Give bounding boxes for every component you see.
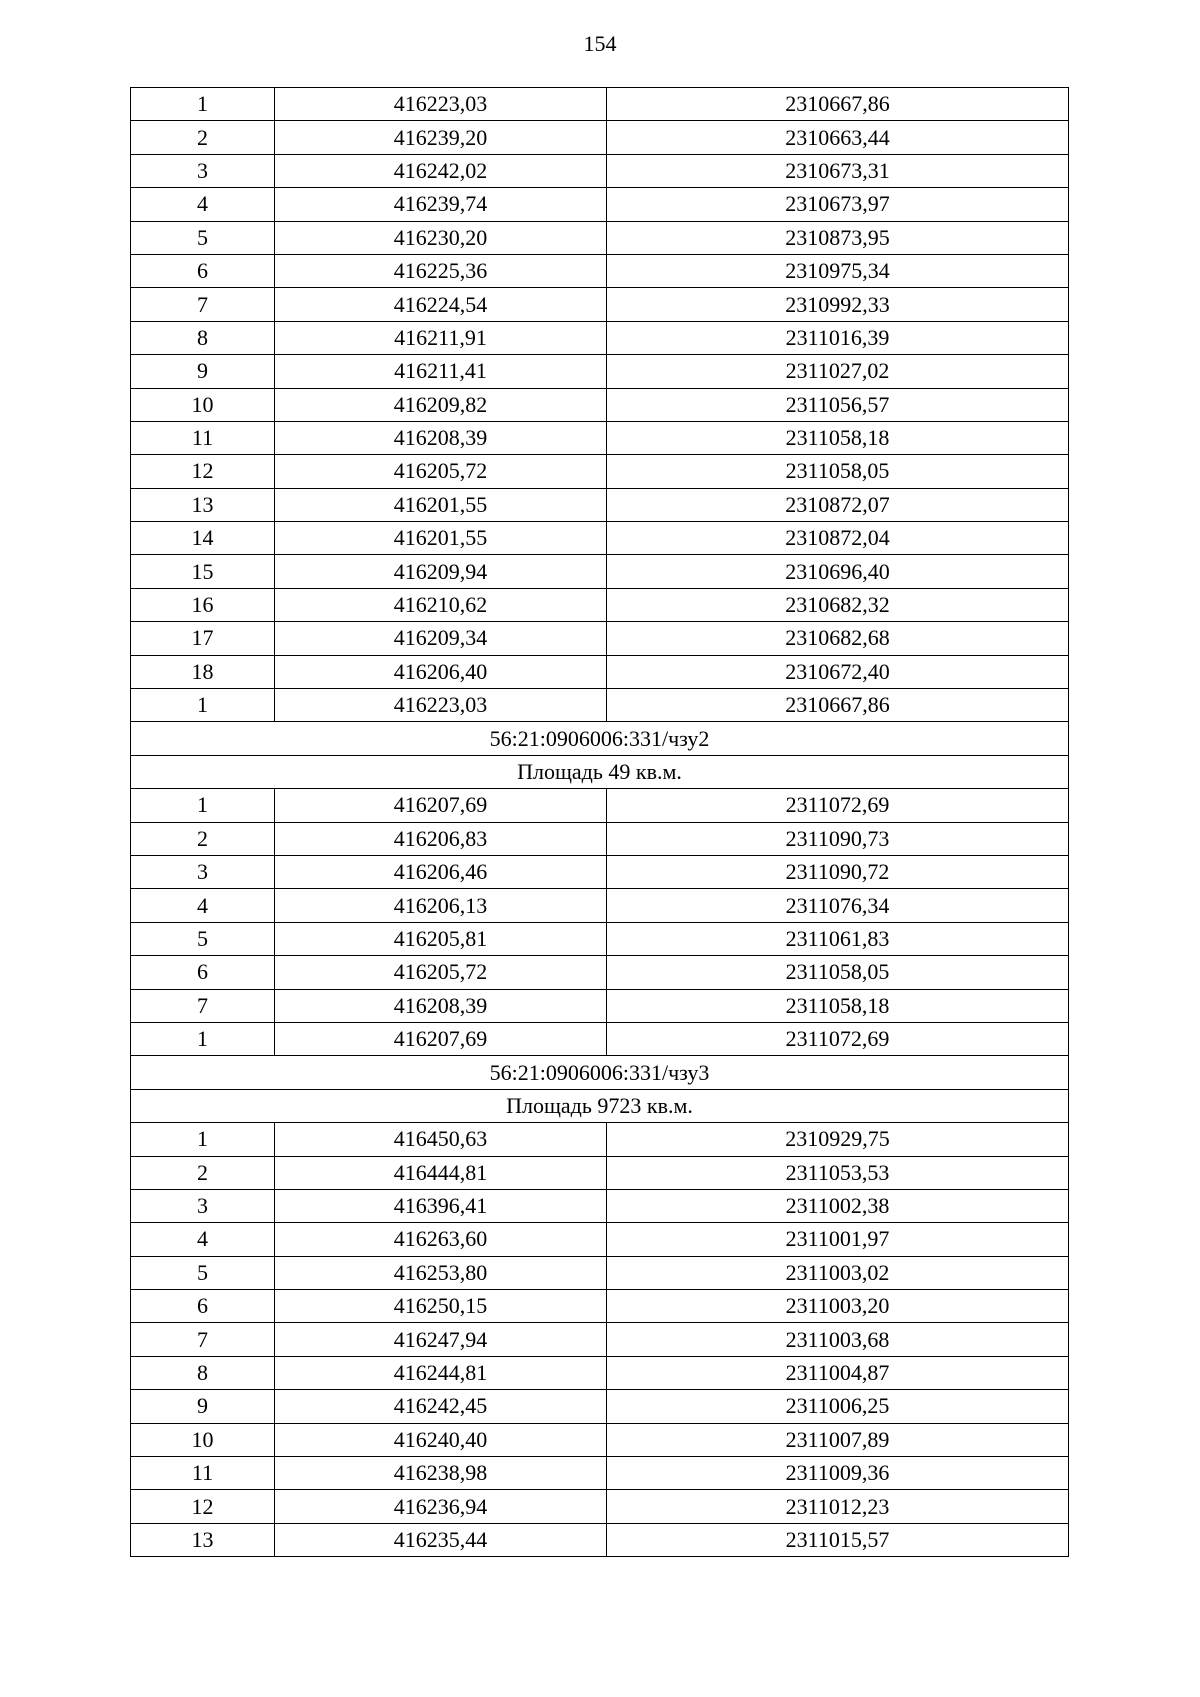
table-row (131, 855, 1069, 888)
y-coordinate-cell: 2310872,04 (607, 522, 1069, 555)
y-coordinate-cell: 2311053,53 (607, 1156, 1069, 1189)
x-coordinate-cell: 416444,81 (275, 1156, 607, 1189)
x-coordinate-cell: 416205,72 (275, 956, 607, 989)
point-number-cell: 4 (131, 1223, 275, 1256)
table-row (131, 1356, 1069, 1389)
x-coordinate-cell: 416206,83 (275, 822, 607, 855)
point-number-cell: 12 (131, 455, 275, 488)
table-row (131, 689, 1069, 722)
table-row (131, 956, 1069, 989)
table-row (131, 121, 1069, 154)
y-coordinate-cell: 2310929,75 (607, 1123, 1069, 1156)
y-coordinate-cell: 2311058,05 (607, 455, 1069, 488)
table-row (131, 1290, 1069, 1323)
y-coordinate-cell: 2311027,02 (607, 355, 1069, 388)
point-number-cell: 5 (131, 922, 275, 955)
point-number-cell: 6 (131, 254, 275, 287)
x-coordinate-cell: 416205,81 (275, 922, 607, 955)
y-coordinate-cell: 2311061,83 (607, 922, 1069, 955)
table-row (131, 555, 1069, 588)
point-number-cell: 12 (131, 1490, 275, 1523)
point-number-cell: 9 (131, 1390, 275, 1423)
y-coordinate-cell: 2311016,39 (607, 321, 1069, 354)
x-coordinate-cell: 416207,69 (275, 789, 607, 822)
point-number-cell: 18 (131, 655, 275, 688)
x-coordinate-cell: 416450,63 (275, 1123, 607, 1156)
point-number-cell: 5 (131, 1256, 275, 1289)
table-row (131, 1022, 1069, 1055)
point-number-cell: 6 (131, 1290, 275, 1323)
section-title: 56:21:0906006:331/чзу2 (131, 722, 1069, 755)
point-number-cell: 1 (131, 789, 275, 822)
y-coordinate-cell: 2311006,25 (607, 1390, 1069, 1423)
point-number-cell: 8 (131, 1356, 275, 1389)
point-number-cell: 7 (131, 288, 275, 321)
table-row (131, 1523, 1069, 1556)
x-coordinate-cell: 416225,36 (275, 254, 607, 287)
x-coordinate-cell: 416201,55 (275, 488, 607, 521)
x-coordinate-cell: 416209,82 (275, 388, 607, 421)
table-row (131, 1156, 1069, 1189)
y-coordinate-cell: 2310667,86 (607, 88, 1069, 121)
point-number-cell: 11 (131, 421, 275, 454)
x-coordinate-cell: 416239,74 (275, 188, 607, 221)
table-row (131, 822, 1069, 855)
y-coordinate-cell: 2311002,38 (607, 1189, 1069, 1222)
point-number-cell: 13 (131, 488, 275, 521)
point-number-cell: 1 (131, 1022, 275, 1055)
table-row (131, 1457, 1069, 1490)
table-row (131, 254, 1069, 287)
x-coordinate-cell: 416211,41 (275, 355, 607, 388)
y-coordinate-cell: 2310682,32 (607, 588, 1069, 621)
table-row (131, 388, 1069, 421)
point-number-cell: 11 (131, 1457, 275, 1490)
x-coordinate-cell: 416247,94 (275, 1323, 607, 1356)
x-coordinate-cell: 416209,34 (275, 622, 607, 655)
table-row (131, 421, 1069, 454)
table-row (131, 588, 1069, 621)
y-coordinate-cell: 2310667,86 (607, 689, 1069, 722)
x-coordinate-cell: 416205,72 (275, 455, 607, 488)
point-number-cell: 3 (131, 154, 275, 187)
table-row (131, 989, 1069, 1022)
point-number-cell: 4 (131, 889, 275, 922)
y-coordinate-cell: 2311007,89 (607, 1423, 1069, 1456)
x-coordinate-cell: 416253,80 (275, 1256, 607, 1289)
table-row (131, 789, 1069, 822)
point-number-cell: 13 (131, 1523, 275, 1556)
y-coordinate-cell: 2310673,31 (607, 154, 1069, 187)
y-coordinate-cell: 2310873,95 (607, 221, 1069, 254)
section-title-row (131, 1056, 1069, 1089)
x-coordinate-cell: 416207,69 (275, 1022, 607, 1055)
x-coordinate-cell: 416239,20 (275, 121, 607, 154)
table-row (131, 655, 1069, 688)
y-coordinate-cell: 2310872,07 (607, 488, 1069, 521)
x-coordinate-cell: 416211,91 (275, 321, 607, 354)
x-coordinate-cell: 416223,03 (275, 689, 607, 722)
x-coordinate-cell: 416208,39 (275, 989, 607, 1022)
x-coordinate-cell: 416209,94 (275, 555, 607, 588)
y-coordinate-cell: 2311015,57 (607, 1523, 1069, 1556)
y-coordinate-cell: 2311072,69 (607, 1022, 1069, 1055)
x-coordinate-cell: 416206,46 (275, 855, 607, 888)
y-coordinate-cell: 2311058,18 (607, 989, 1069, 1022)
table-row (131, 154, 1069, 187)
point-number-cell: 10 (131, 388, 275, 421)
section-area-row (131, 755, 1069, 788)
y-coordinate-cell: 2311076,34 (607, 889, 1069, 922)
x-coordinate-cell: 416206,13 (275, 889, 607, 922)
y-coordinate-cell: 2310696,40 (607, 555, 1069, 588)
y-coordinate-cell: 2310673,97 (607, 188, 1069, 221)
x-coordinate-cell: 416224,54 (275, 288, 607, 321)
y-coordinate-cell: 2310663,44 (607, 121, 1069, 154)
point-number-cell: 1 (131, 88, 275, 121)
y-coordinate-cell: 2311090,72 (607, 855, 1069, 888)
table-row (131, 1223, 1069, 1256)
x-coordinate-cell: 416250,15 (275, 1290, 607, 1323)
point-number-cell: 15 (131, 555, 275, 588)
table-row (131, 88, 1069, 121)
x-coordinate-cell: 416201,55 (275, 522, 607, 555)
x-coordinate-cell: 416396,41 (275, 1189, 607, 1222)
table-row (131, 889, 1069, 922)
section-area-row (131, 1089, 1069, 1122)
section-title: 56:21:0906006:331/чзу3 (131, 1056, 1069, 1089)
point-number-cell: 5 (131, 221, 275, 254)
table-row (131, 1256, 1069, 1289)
y-coordinate-cell: 2310992,33 (607, 288, 1069, 321)
x-coordinate-cell: 416208,39 (275, 421, 607, 454)
y-coordinate-cell: 2311003,02 (607, 1256, 1069, 1289)
page-number: 154 (583, 31, 617, 56)
point-number-cell: 2 (131, 1156, 275, 1189)
x-coordinate-cell: 416263,60 (275, 1223, 607, 1256)
point-number-cell: 3 (131, 855, 275, 888)
coordinates-table-body (131, 88, 1069, 1557)
table-row (131, 321, 1069, 354)
y-coordinate-cell: 2311009,36 (607, 1457, 1069, 1490)
section-title-row (131, 722, 1069, 755)
table-row (131, 1123, 1069, 1156)
x-coordinate-cell: 416244,81 (275, 1356, 607, 1389)
table-row (131, 1390, 1069, 1423)
point-number-cell: 1 (131, 689, 275, 722)
x-coordinate-cell: 416240,40 (275, 1423, 607, 1456)
x-coordinate-cell: 416236,94 (275, 1490, 607, 1523)
point-number-cell: 8 (131, 321, 275, 354)
x-coordinate-cell: 416242,45 (275, 1390, 607, 1423)
table-row (131, 522, 1069, 555)
y-coordinate-cell: 2311003,20 (607, 1290, 1069, 1323)
y-coordinate-cell: 2311090,73 (607, 822, 1069, 855)
y-coordinate-cell: 2311012,23 (607, 1490, 1069, 1523)
x-coordinate-cell: 416223,03 (275, 88, 607, 121)
table-row (131, 622, 1069, 655)
table-row (131, 188, 1069, 221)
point-number-cell: 9 (131, 355, 275, 388)
y-coordinate-cell: 2311072,69 (607, 789, 1069, 822)
y-coordinate-cell: 2311058,18 (607, 421, 1069, 454)
point-number-cell: 16 (131, 588, 275, 621)
x-coordinate-cell: 416210,62 (275, 588, 607, 621)
table-row (131, 1423, 1069, 1456)
y-coordinate-cell: 2311056,57 (607, 388, 1069, 421)
point-number-cell: 2 (131, 822, 275, 855)
x-coordinate-cell: 416206,40 (275, 655, 607, 688)
y-coordinate-cell: 2311001,97 (607, 1223, 1069, 1256)
point-number-cell: 3 (131, 1189, 275, 1222)
table-row (131, 488, 1069, 521)
point-number-cell: 17 (131, 622, 275, 655)
point-number-cell: 4 (131, 188, 275, 221)
y-coordinate-cell: 2311004,87 (607, 1356, 1069, 1389)
point-number-cell: 7 (131, 989, 275, 1022)
x-coordinate-cell: 416230,20 (275, 221, 607, 254)
y-coordinate-cell: 2311003,68 (607, 1323, 1069, 1356)
coordinates-table (130, 87, 1069, 1557)
section-area: Площадь 9723 кв.м. (131, 1089, 1069, 1122)
table-row (131, 1323, 1069, 1356)
table-row (131, 1189, 1069, 1222)
point-number-cell: 7 (131, 1323, 275, 1356)
x-coordinate-cell: 416242,02 (275, 154, 607, 187)
point-number-cell: 6 (131, 956, 275, 989)
x-coordinate-cell: 416235,44 (275, 1523, 607, 1556)
point-number-cell: 10 (131, 1423, 275, 1456)
point-number-cell: 2 (131, 121, 275, 154)
y-coordinate-cell: 2310672,40 (607, 655, 1069, 688)
table-row (131, 1490, 1069, 1523)
y-coordinate-cell: 2310682,68 (607, 622, 1069, 655)
table-row (131, 288, 1069, 321)
point-number-cell: 14 (131, 522, 275, 555)
table-row (131, 922, 1069, 955)
table-row (131, 455, 1069, 488)
y-coordinate-cell: 2310975,34 (607, 254, 1069, 287)
section-area: Площадь 49 кв.м. (131, 755, 1069, 788)
y-coordinate-cell: 2311058,05 (607, 956, 1069, 989)
table-row (131, 355, 1069, 388)
x-coordinate-cell: 416238,98 (275, 1457, 607, 1490)
point-number-cell: 1 (131, 1123, 275, 1156)
table-row (131, 221, 1069, 254)
